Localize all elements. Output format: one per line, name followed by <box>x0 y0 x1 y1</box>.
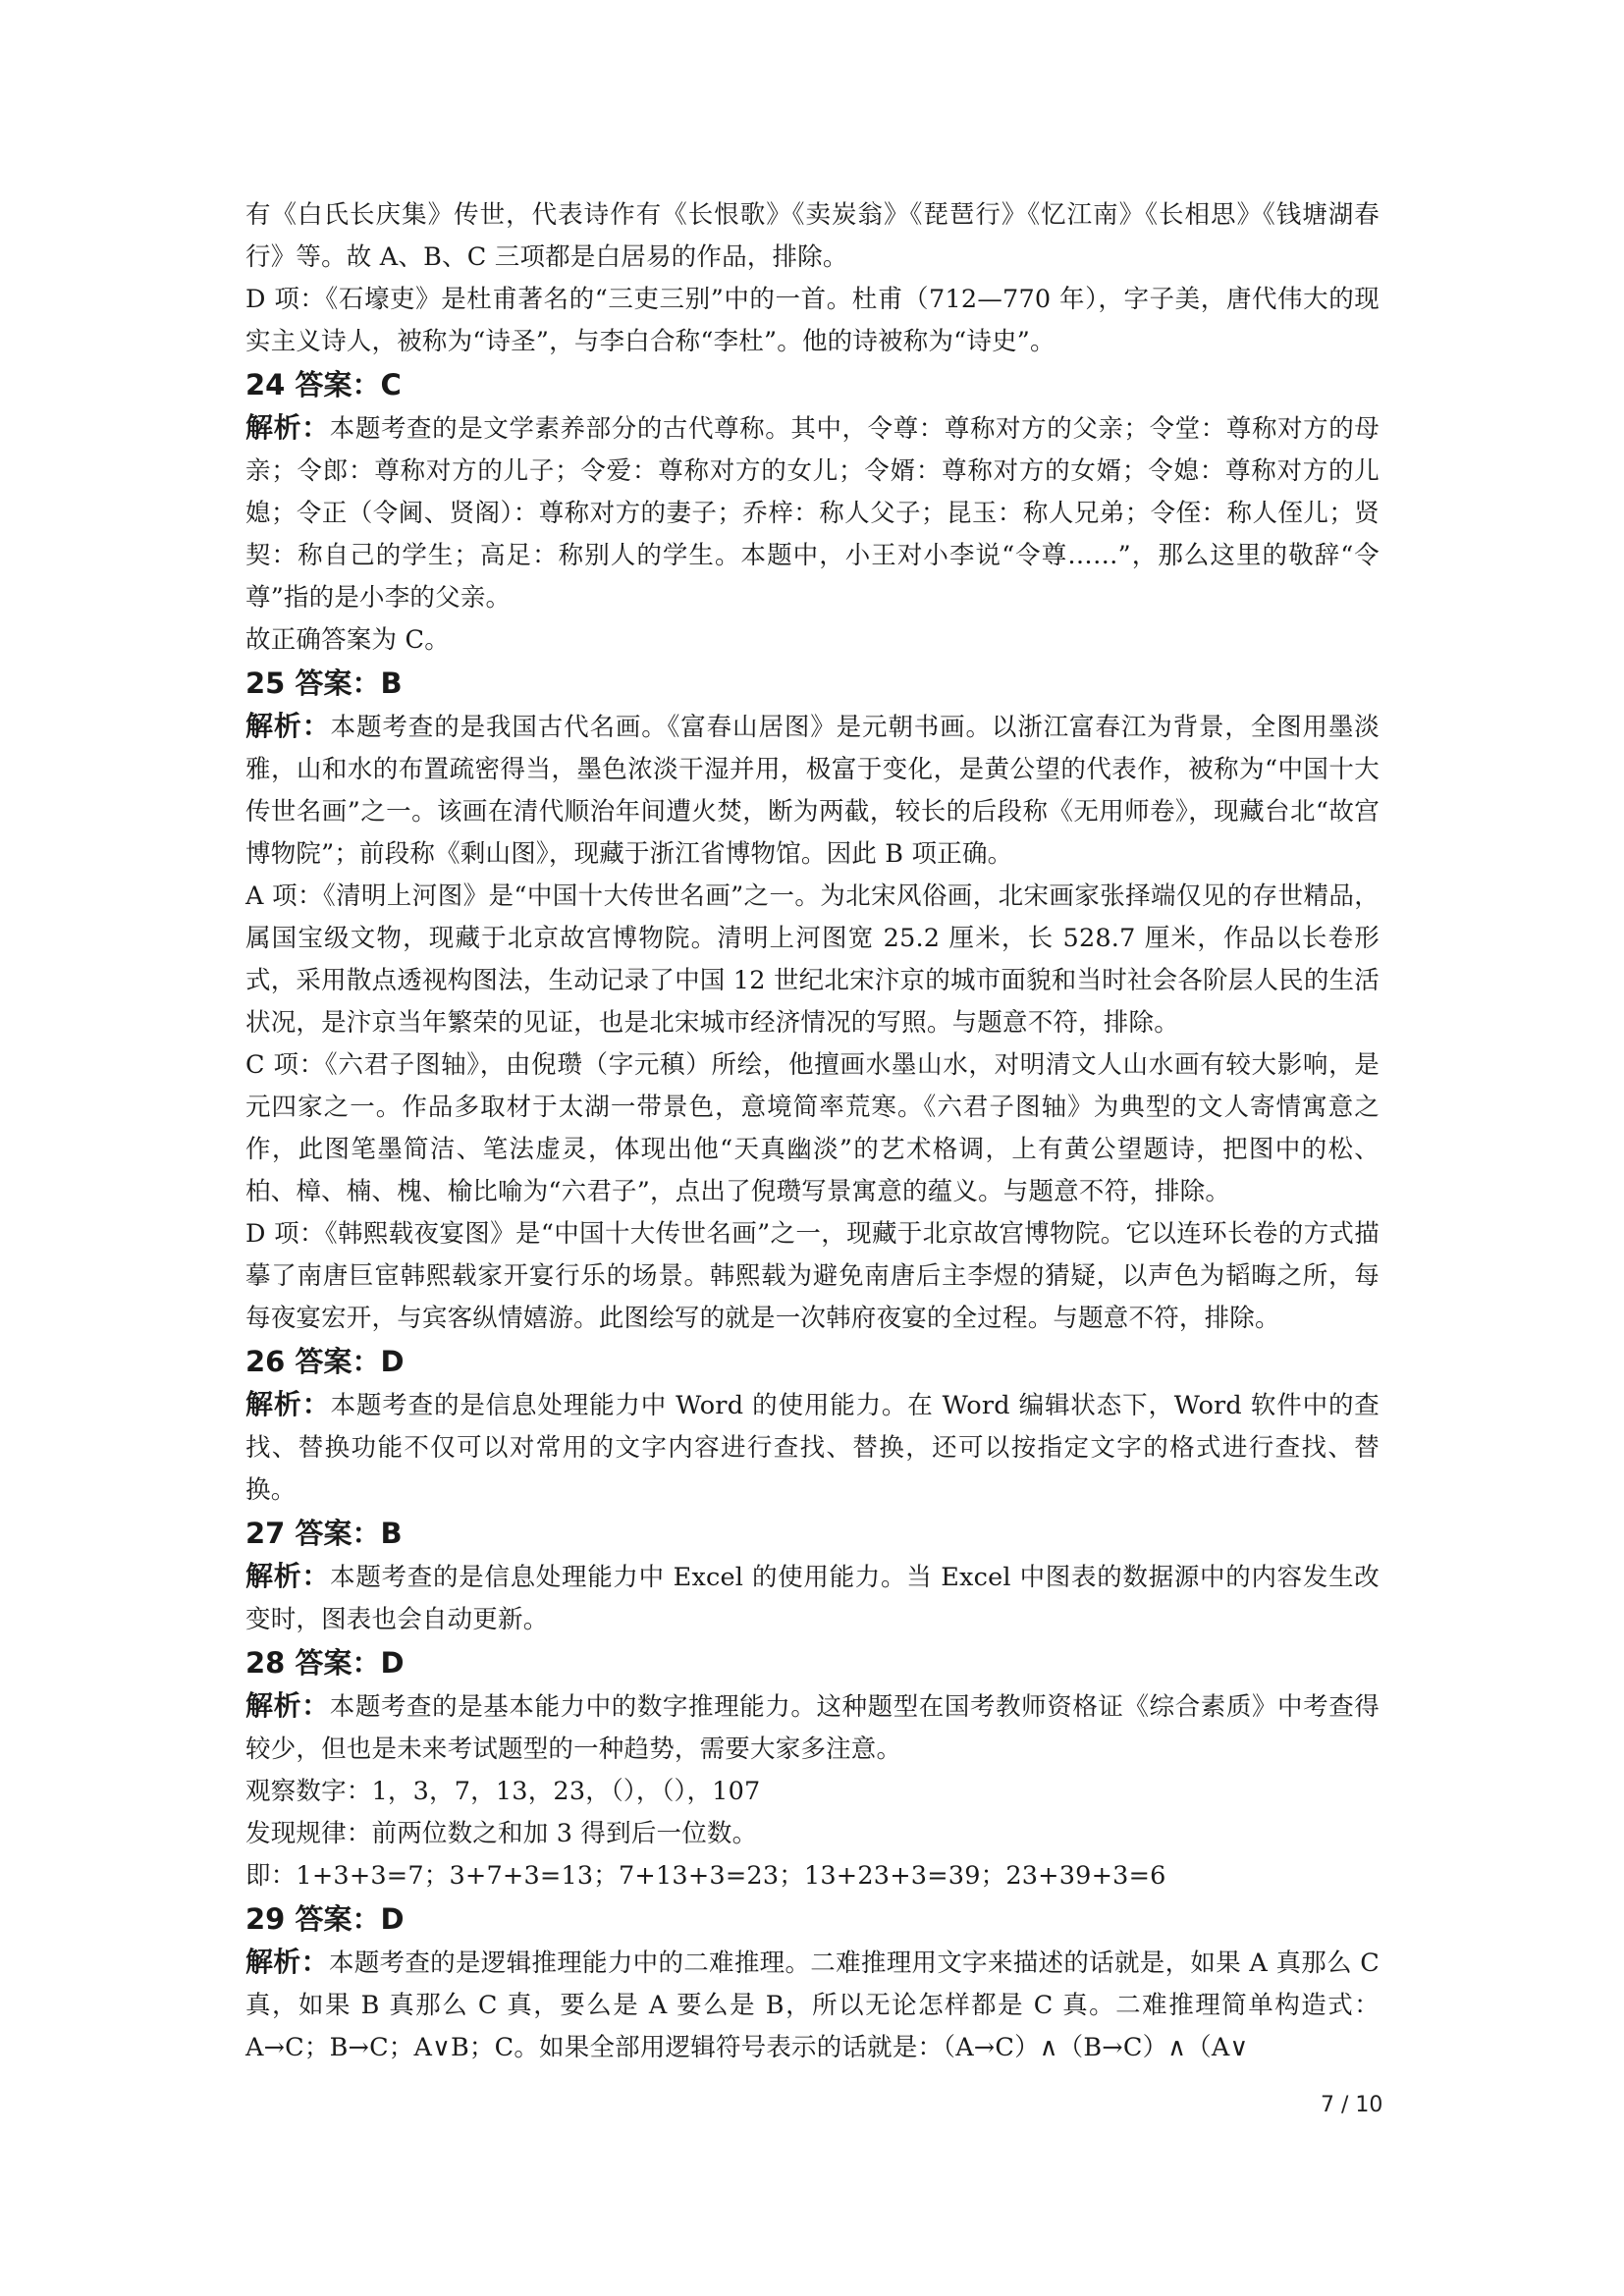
answer-heading: 26 答案：D <box>245 1345 405 1378</box>
text-paragraph: 即：1+3+3=7；3+7+3=13；7+13+3=23；13+23+3=39；23+39+3=6 <box>245 1861 1166 1891</box>
text-paragraph: 故正确答案为 C。 <box>245 625 450 655</box>
answer-heading: 25 答案：B <box>245 667 403 700</box>
page-number: 7 / 10 <box>1321 2093 1383 2117</box>
analysis-paragraph <box>245 1555 1380 1641</box>
document-body <box>245 194 1380 2069</box>
analysis-label: 解析： <box>245 1560 331 1592</box>
analysis-text: 本题考查的是信息处理能力中 Word 的使用能力。在 Word 编辑状态下，Word 软件中的查找、替换功能不仅可以对常用的文字内容进行查找、替换，还可以按指定文字的格式进行查找、替换。 <box>245 1391 1380 1505</box>
text-paragraph: D 项：《石壕吏》是杜甫著名的“三吏三别”中的一首。杜甫（712—770 年），字子美，唐代伟大的现实主义诗人，被称为“诗圣”，与李白合称“李杜”。他的诗被称为“诗史”。 <box>245 285 1380 356</box>
analysis-label: 解析： <box>245 1689 330 1722</box>
analysis-label: 解析： <box>245 1946 329 1978</box>
text-paragraph: 发现规律：前两位数之和加 3 得到后一位数。 <box>245 1819 758 1848</box>
text-paragraph: D 项：《韩熙载夜宴图》是“中国十大传世名画”之一，现藏于北京故宫博物院。它以连环长卷的方式描摹了南唐巨宦韩熙载家开宴行乐的场景。韩熙载为避免南唐后主李煜的猜疑，以声色为韬晦之所，每每夜宴宏开，与宾客纵情嬉游。此图绘写的就是一次韩府夜宴的全过程。与题意不符，排除。 <box>245 1219 1380 1333</box>
answer-heading: 29 答案：D <box>245 1902 405 1936</box>
analysis-label: 解析： <box>245 1388 331 1420</box>
analysis-text: 本题考查的是文学素养部分的古代尊称。其中，令尊：尊称对方的父亲；令堂：尊称对方的母亲；令郎：尊称对方的儿子；令爱：尊称对方的女儿；令婿：尊称对方的女婿；令媳：尊称对方的儿媳；令正（令阃、贤阁）：尊称对方的妻子；乔梓：称人父子；昆玉：称人兄弟；令侄：称人侄儿；贤契：称自己的学生；高足：称别人的学生。本题中，小王对小李说“令尊……”，那么这里的敬辞“令尊”指的是小李的父亲。 <box>245 414 1380 613</box>
analysis-paragraph <box>245 1941 1380 2069</box>
analysis-text: 本题考查的是信息处理能力中 Excel 的使用能力。当 Excel 中图表的数据源中的内容发生改变时，图表也会自动更新。 <box>245 1563 1380 1634</box>
text-paragraph: A 项：《清明上河图》是“中国十大传世名画”之一。为北宋风俗画，北宋画家张择端仅见的存世精品，属国宝级文物，现藏于北京故宫博物院。清明上河图宽 25.2 厘米，长 528.7 厘米，作品以长卷形式，采用散点透视构图法，生动记录了中国 12 世纪北宋汴京的城市面貌和当时社会各阶层人民的生活状况，是汴京当年繁荣的见证，也是北宋城市经济情况的写照。与题意不符，排除。 <box>245 881 1380 1038</box>
analysis-text: 本题考查的是我国古代名画。《富春山居图》是元朝书画。以浙江富春江为背景，全图用墨淡雅，山和水的布置疏密得当，墨色浓淡干湿并用，极富于变化，是黄公望的代表作，被称为“中国十大传世名画”之一。该画在清代顺治年间遭火焚，断为两截，较长的后段称《无用师卷》，现藏台北“故宫博物院”；前段称《剩山图》，现藏于浙江省博物馆。因此 B 项正确。 <box>245 713 1380 869</box>
answer-heading: 28 答案：D <box>245 1646 405 1680</box>
text-paragraph: 观察数字：1，3，7，13，23，（），（），107 <box>245 1777 761 1806</box>
analysis-label: 解析： <box>245 411 330 444</box>
analysis-text: 本题考查的是逻辑推理能力中的二难推理。二难推理用文字来描述的话就是，如果 A 真那么 C 真，如果 B 真那么 C 真，要么是 A 要么是 B，所以无论怎样都是 C 真。二难推理简单构造式：A→C；B→C；A∨B；C。如果全部用逻辑符号表示的话就是：（A→C）∧（B→C）∧（A∨ <box>245 1949 1380 2062</box>
analysis-paragraph <box>245 705 1380 876</box>
answer-heading: 24 答案：C <box>245 368 402 401</box>
analysis-paragraph <box>245 1684 1380 1771</box>
answer-heading: 27 答案：B <box>245 1517 403 1550</box>
analysis-text: 本题考查的是基本能力中的数字推理能力。这种题型在国考教师资格证《综合素质》中考查得较少，但也是未来考试题型的一种趋势，需要大家多注意。 <box>245 1692 1380 1764</box>
text-paragraph: C 项：《六君子图轴》，由倪瓒（字元稹）所绘，他擅画水墨山水，对明清文人山水画有较大影响，是元四家之一。作品多取材于太湖一带景色，意境简率荒寒。《六君子图轴》为典型的文人寄情寓意之作，此图笔墨简洁、笔法虚灵，体现出他“天真幽淡”的艺术格调，上有黄公望题诗，把图中的松、柏、樟、楠、槐、榆比喻为“六君子”，点出了倪瓒写景寓意的蕴义。与题意不符，排除。 <box>245 1050 1380 1206</box>
analysis-paragraph <box>245 1383 1380 1512</box>
text-paragraph: 有《白氏长庆集》传世，代表诗作有《长恨歌》《卖炭翁》《琵琶行》《忆江南》《长相思》《钱塘湖春行》等。故 A、B、C 三项都是白居易的作品，排除。 <box>245 200 1380 272</box>
analysis-paragraph <box>245 406 1380 619</box>
analysis-label: 解析： <box>245 710 331 742</box>
